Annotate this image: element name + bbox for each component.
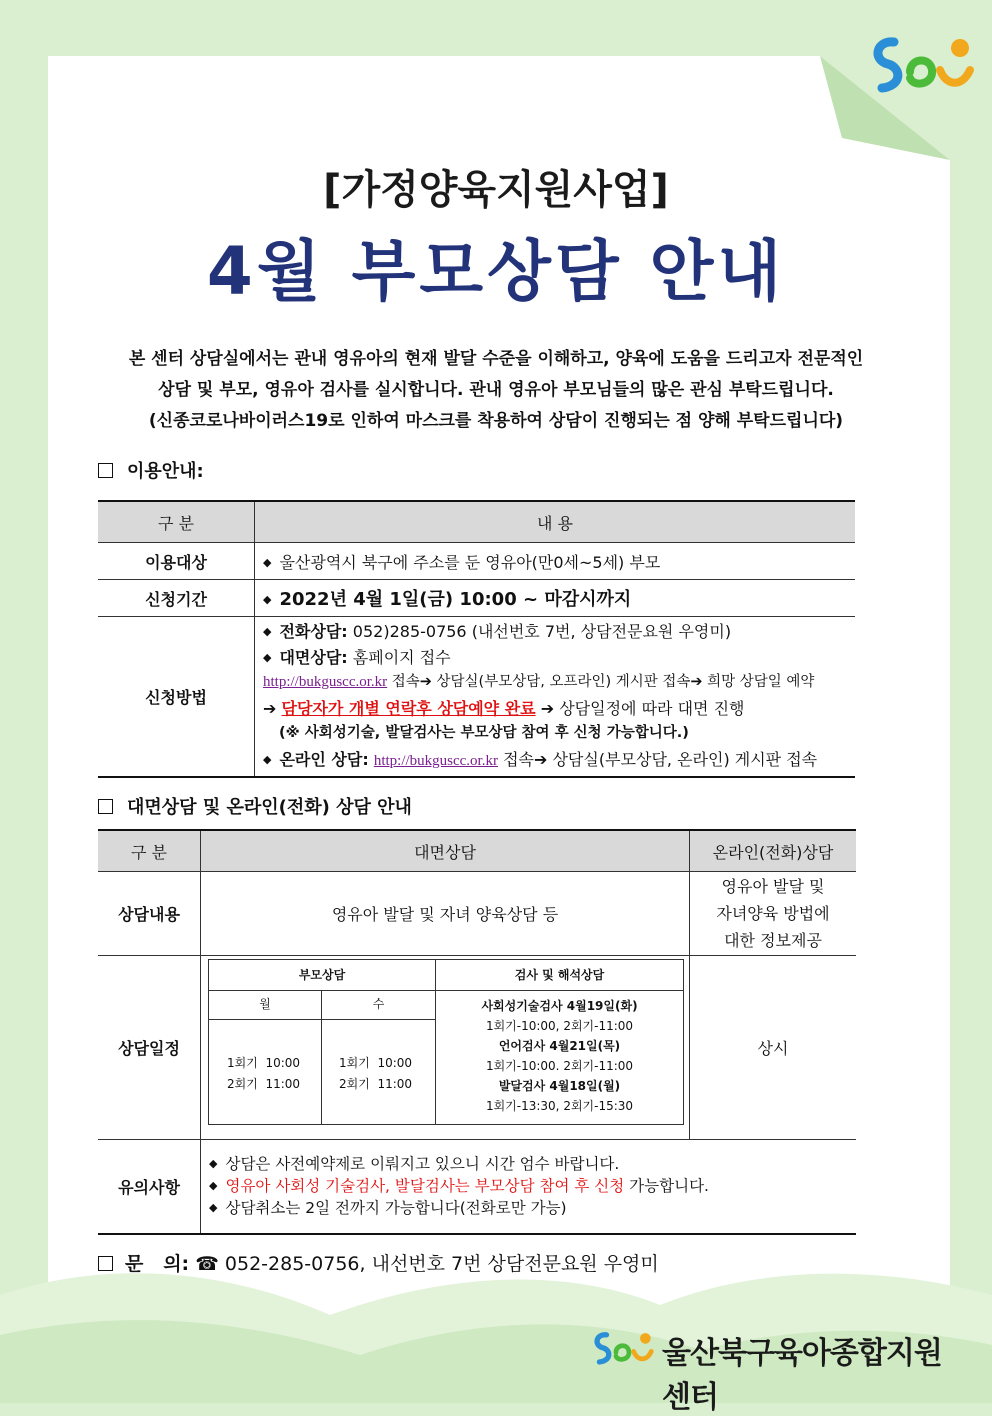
row-label-method: 신청방법 bbox=[98, 617, 255, 778]
contact-label: 문 의: bbox=[125, 1253, 190, 1275]
program-title: [가정양육지원사업] bbox=[323, 167, 669, 213]
intro-paragraph bbox=[70, 344, 922, 437]
checkbox-square-icon bbox=[98, 799, 113, 814]
checkbox-square-icon bbox=[98, 1256, 113, 1271]
homepage-link[interactable]: http://bukguscc.or.kr bbox=[263, 674, 388, 690]
contact-notice-text: 담당자가 개별 연락후 상담예약 완료 bbox=[281, 698, 536, 718]
section-heading-text: 대면상담 및 온라인(전화) 상담 안내 bbox=[127, 797, 412, 818]
section-counsel-heading bbox=[98, 793, 412, 819]
wednesday-times: 1회기 10:00 2회기 11:00 bbox=[339, 1056, 413, 1091]
online-homepage-link[interactable]: http://bukguscc.or.kr bbox=[373, 752, 498, 769]
row-value-schedule-online: 상시 bbox=[690, 956, 857, 1140]
table-header-online: 온라인(전화)상담 bbox=[690, 830, 857, 872]
row-value-notice: ◆ 상담은 사전예약제로 이뤄지고 있으니 시간 엄수 바랍니다. ◆ 영유아 사회성 기술검사, 발달검사는 부모상담 참여 후 신청 가능합니다. ◆ 상담취소는 2일 전까지 가능합니다(전화로만 가능) bbox=[201, 1140, 857, 1234]
wednesday-header: 수 bbox=[322, 991, 436, 1020]
test-counsel-header: 검사 및 해석상담 bbox=[436, 960, 683, 991]
contact-info bbox=[98, 1249, 659, 1276]
section-usage-heading bbox=[98, 457, 204, 483]
center-logo-icon bbox=[866, 30, 978, 102]
contact-value: 052-285-0756, 내선번호 7번 상담전문요원 우영미 bbox=[224, 1253, 659, 1275]
row-label-schedule: 상담일정 bbox=[98, 956, 201, 1140]
table-header-category: 구 분 bbox=[98, 501, 255, 543]
footer-logo bbox=[590, 1320, 950, 1415]
row-value-content-face: 영유아 발달 및 자녀 양육상담 등 bbox=[201, 872, 690, 956]
parent-counsel-header: 부모상담 bbox=[209, 960, 436, 991]
org-name: 울산북구육아종합지원센터 bbox=[662, 1336, 942, 1415]
row-value-target: ◆ 울산광역시 북구에 주소를 둔 영유아(만0세~5세) 부모 bbox=[255, 543, 856, 580]
row-value-method: ◆ 전화상담: 052)285-0756 (내선번호 7번, 상담전문요원 우영미) ◆ 대면상담: 홈페이지 접수 http://bukguscc.or.kr 접속➔ 상담실(부모상담, 오프라인) 게시판 접속➔ 희망 상담일 예약 ➔ 담당자가 개별 연락후 상담예약 완료 ➔ 상담일정에 따라 대면 진행 (※ 사회성기술, 발달검사는 부모상담 참여 후 신청 가능합니다.) ◆ 온라인 상담: http://bukguscc.or.kr 접속➔ 상담실(부모상담, 온라인) 게시판 접속 bbox=[255, 617, 856, 778]
row-label-target: 이용대상 bbox=[98, 543, 255, 580]
checkbox-square-icon bbox=[98, 463, 113, 478]
phone-icon: ☎ bbox=[195, 1253, 219, 1275]
table-header-face: 대면상담 bbox=[201, 830, 690, 872]
intro-line: 본 센터 상담실에서는 관내 영유아의 현재 발달 수준을 이해하고, 양육에 도움을 드리고자 전문적인 bbox=[128, 349, 864, 369]
row-label-content: 상담내용 bbox=[98, 872, 201, 956]
monday-header: 월 bbox=[209, 991, 322, 1020]
notice-title: 4월 부모상담 안내 bbox=[206, 233, 786, 310]
usage-info-table bbox=[98, 500, 855, 778]
section-heading-text: 이용안내: bbox=[127, 461, 204, 482]
table-header-category: 구 분 bbox=[98, 830, 201, 872]
row-value-period: ◆ 2022년 4월 1일(금) 10:00 ~ 마감시까지 bbox=[255, 580, 856, 617]
schedule-inner-table bbox=[208, 959, 684, 1125]
row-label-period: 신청기간 bbox=[98, 580, 255, 617]
row-value-content-online: 영유아 발달 및 자녀양육 방법에 대한 정보제공 bbox=[690, 872, 857, 956]
monday-times: 1회기 10:00 2회기 11:00 bbox=[227, 1056, 301, 1091]
intro-line: (신종코로나바이러스19로 인하여 마스크를 착용하여 상담이 진행되는 점 양해 부탁드립니다) bbox=[148, 411, 844, 431]
test-schedule-list: 사회성기술검사 4월19일(화) 1회기-10:00, 2회기-11:00 언어검사 4월21일(목) 1회기-10:00. 2회기-11:00 발달검사 4월18일(월) 1회기-13:30, 2회기-15:30 bbox=[481, 999, 638, 1113]
row-label-notice: 유의사항 bbox=[98, 1140, 201, 1234]
center-logo-icon bbox=[590, 1320, 656, 1378]
table-header-content: 내 용 bbox=[255, 501, 856, 543]
intro-line: 상담 및 부모, 영유아 검사를 실시합니다. 관내 영유아 부모님들의 많은 관심 부탁드립니다. bbox=[158, 380, 834, 400]
